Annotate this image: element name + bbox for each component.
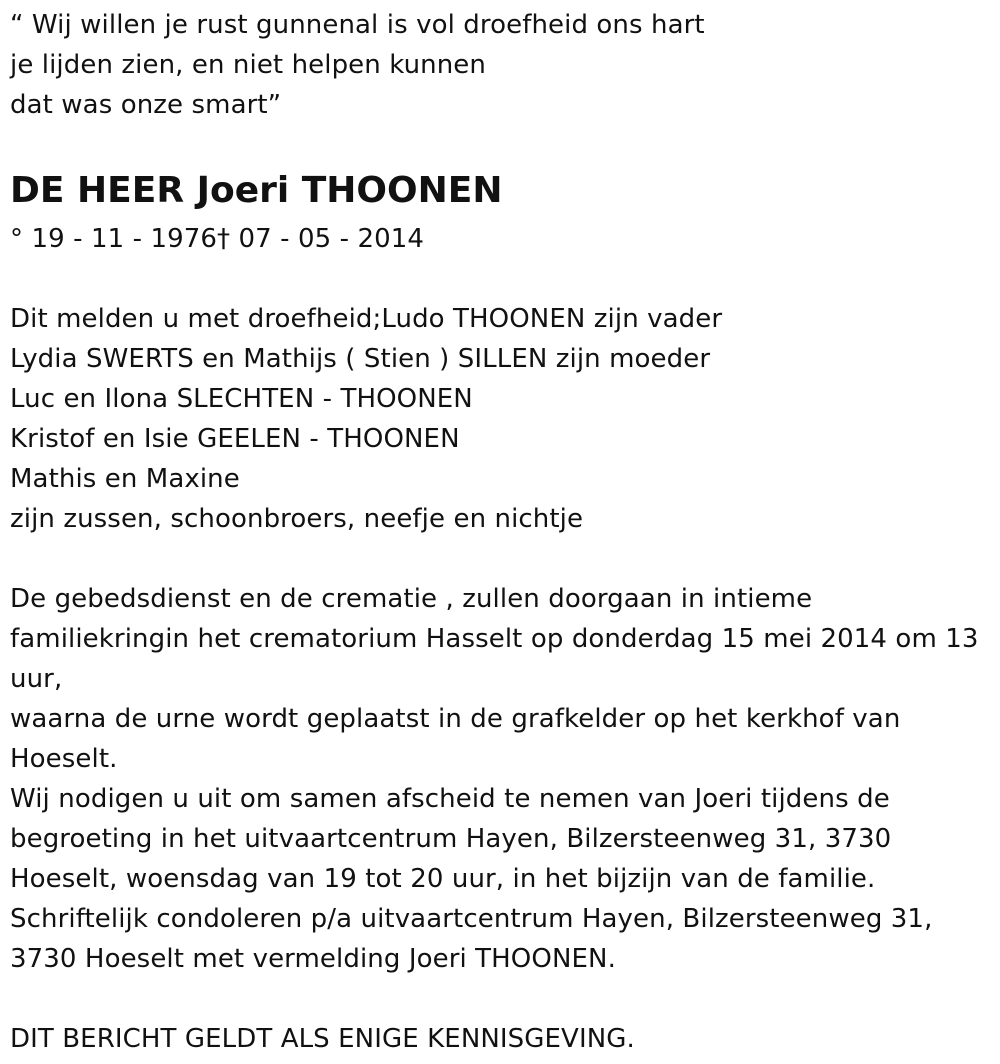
spacer — [10, 979, 995, 1019]
service-line: Hoeselt. — [10, 744, 118, 774]
service-line: De gebedsdienst en de crematie , zullen doorgaan in intieme — [10, 584, 813, 614]
closing-statement: DIT BERICHT GELDT ALS ENIGE KENNISGEVING. — [10, 1024, 635, 1054]
service-line: begroeting in het uitvaartcentrum Hayen, Bilzersteenweg 31, 3730 — [10, 824, 892, 854]
service-details — [10, 579, 995, 979]
deceased-name-title: DE HEER Joeri THOONEN — [10, 170, 503, 211]
family-line: Kristof en Isie GEELEN - THOONEN — [10, 424, 460, 454]
family-line: Lydia SWERTS en Mathijs ( Stien ) SILLEN zijn moeder — [10, 344, 711, 374]
opening-quote — [10, 5, 995, 125]
family-announcement — [10, 299, 995, 539]
service-line: 3730 Hoeselt met vermelding Joeri THOONEN. — [10, 944, 616, 974]
service-line: waarna de urne wordt geplaatst in de grafkelder op het kerkhof van — [10, 704, 901, 734]
spacer — [10, 539, 995, 579]
quote-line: je lijden zien, en niet helpen kunnen — [10, 50, 486, 80]
family-line: Mathis en Maxine — [10, 464, 240, 494]
quote-line: “ Wij willen je rust gunnenal is vol droefheid ons hart — [10, 10, 705, 40]
service-line: uur, — [10, 664, 63, 694]
spacer — [10, 259, 995, 299]
family-line: Dit melden u met droefheid;Ludo THOONEN zijn vader — [10, 304, 723, 334]
service-line: Hoeselt, woensdag van 19 tot 20 uur, in het bijzijn van de familie. — [10, 864, 876, 894]
family-line: zijn zussen, schoonbroers, neefje en nichtje — [10, 504, 584, 534]
obituary-notice — [10, 0, 995, 1059]
quote-line: dat was onze smart” — [10, 90, 282, 120]
service-line: Schriftelijk condoleren p/a uitvaartcentrum Hayen, Bilzersteenweg 31, — [10, 904, 933, 934]
service-line: Wij nodigen u uit om samen afscheid te nemen van Joeri tijdens de — [10, 784, 890, 814]
family-line: Luc en Ilona SLECHTEN - THOONEN — [10, 384, 473, 414]
birth-death-dates: ° 19 - 11 - 1976† 07 - 05 - 2014 — [10, 224, 425, 254]
service-line: familiekringin het crematorium Hasselt op donderdag 15 mei 2014 om 13 — [10, 624, 979, 654]
